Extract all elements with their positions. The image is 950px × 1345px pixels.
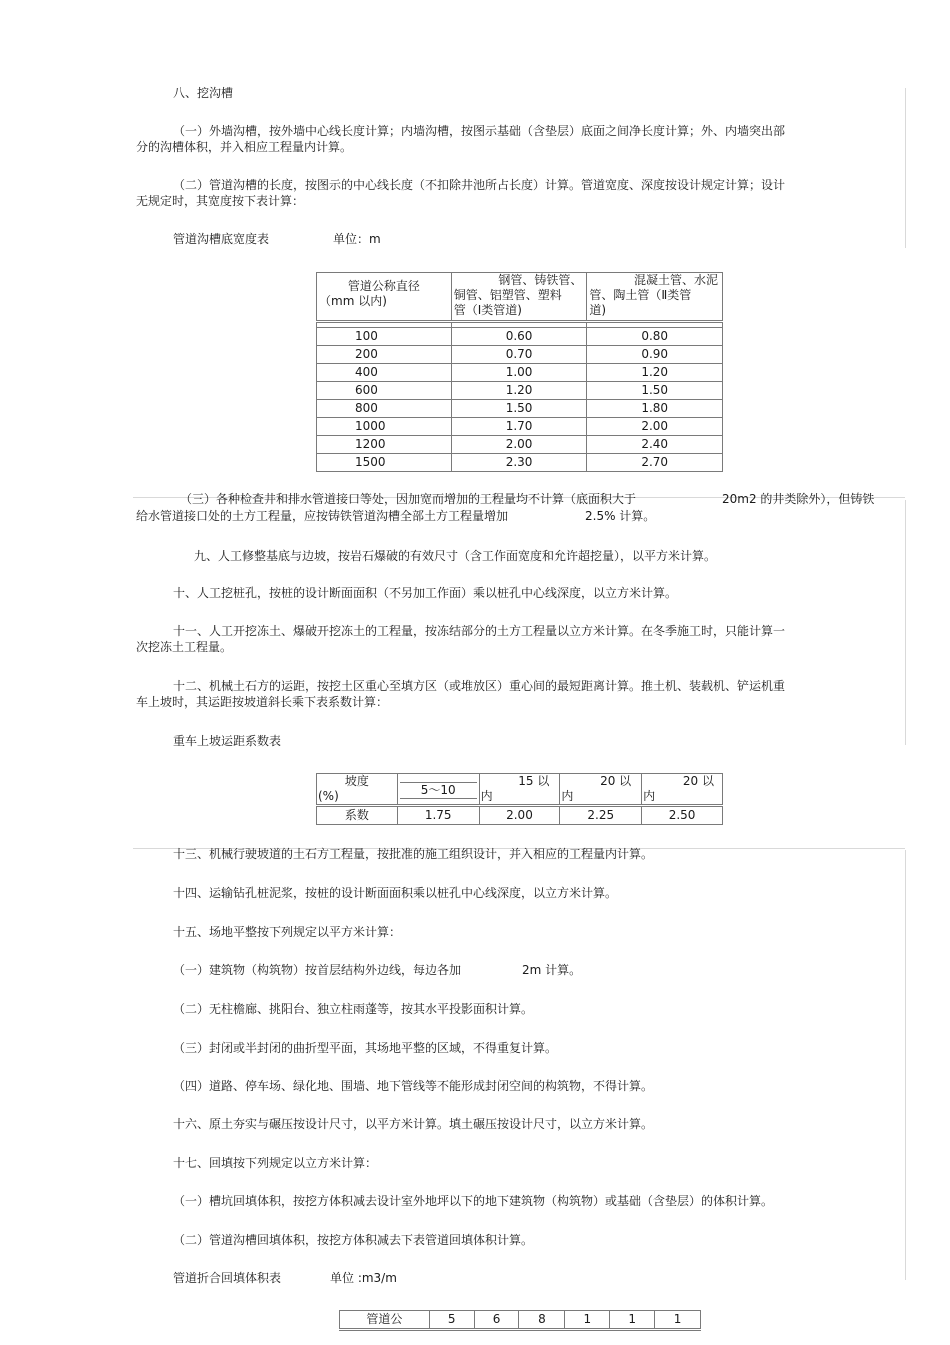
- paragraph-line: 十六、原土夯实与碾压按设计尺寸，以平方米计算。填土碾压按设计尺寸，以立方米计算。: [173, 1117, 654, 1131]
- table-row: [317, 346, 723, 364]
- paragraph-line: 十一、人工开挖冻土、爆破开挖冻土的工程量，按冻结部分的土方工程量以立方米计算。在冬季施工时，只能计算一: [173, 624, 786, 638]
- header-cell: 管道公: [340, 1311, 430, 1330]
- table-cell: 600: [317, 382, 452, 400]
- table-row: [317, 364, 723, 382]
- paragraph-line: 次挖冻土工程量。: [136, 640, 233, 654]
- header-cell: 6: [474, 1311, 519, 1330]
- table-cell: 0.90: [587, 346, 723, 364]
- paragraph-line: 2m 计算。: [522, 963, 582, 977]
- table-cell: 1.75: [397, 806, 479, 825]
- paragraph-line: 十、人工挖桩孔，按桩的设计断面面积（不另加工作面）乘以桩孔中心线深度，以立方米计算。: [173, 586, 678, 600]
- table-header-row: [317, 273, 723, 322]
- section-heading: 八、挖沟槽: [173, 86, 234, 100]
- table-cell: 1.20: [451, 382, 587, 400]
- table-cell: 0.70: [451, 346, 587, 364]
- header-cell: 8: [519, 1311, 565, 1330]
- header-cell: 1: [655, 1311, 701, 1330]
- header-cell: 5: [429, 1311, 474, 1330]
- header-cell: 15 以 内: [479, 774, 560, 806]
- table-cell: 系数: [317, 806, 398, 825]
- paragraph-line: 十五、场地平整按下列规定以平方米计算：: [173, 925, 402, 939]
- paragraph-line: 十四、运输钻孔桩泥浆，按桩的设计断面面积乘以桩孔中心线深度，以立方米计算。: [173, 886, 618, 900]
- table-cell: 2.70: [587, 454, 723, 472]
- table-cell: 1.00: [451, 364, 587, 382]
- paragraph-line: （三）封闭或半封闭的曲折型平面，其场地平整的区域，不得重复计算。: [173, 1041, 558, 1055]
- header-cell: 5～10: [397, 774, 479, 806]
- paragraph-line: 分的沟槽体积，并入相应工程量内计算。: [136, 140, 353, 154]
- table-header-row: [317, 774, 723, 806]
- table-row: [317, 436, 723, 454]
- paragraph-line: 十二、机械土石方的运距，按挖土区重心至填方区（或堆放区）重心间的最短距离计算。推土机、装载机、铲运机重: [173, 679, 786, 693]
- pipe-trench-width-table: [316, 272, 723, 472]
- table-cell: 0.60: [451, 328, 587, 346]
- table-cell: 200: [317, 346, 452, 364]
- header-cell: 20 以 内: [642, 774, 723, 806]
- paragraph-line: 给水管道接口处的土方工程量，应按铸铁管道沟槽全部土方工程量增加: [136, 509, 509, 523]
- paragraph-line: 十三、机械行驶坡道的土石方工程量，按批准的施工组织设计，并入相应的工程量内计算。: [173, 847, 654, 861]
- table-header-row: [340, 1311, 701, 1330]
- table-cell: 1000: [317, 418, 452, 436]
- table-unit: 单位 :m3/m: [330, 1271, 397, 1285]
- header-cell: 钢管、铸铁管、 铜管、铝塑管、塑料 管（Ⅰ类管道): [451, 273, 587, 322]
- paragraph-line: （一）建筑物（构筑物）按首层结构外边线，每边各加: [173, 963, 462, 977]
- table-cell: 2.00: [451, 436, 587, 454]
- table-caption: 管道沟槽底宽度表: [173, 232, 270, 246]
- table-row: [317, 418, 723, 436]
- table-cell: 1.50: [451, 400, 587, 418]
- paragraph-line: （二）管道沟槽回填体积，按挖方体积减去下表管道回填体积计算。: [173, 1233, 534, 1247]
- paragraph-line: （一）外墙沟槽，按外墙中心线长度计算；内墙沟槽，按图示基础（含垫层）底面之间净长度计算；外、内墙突出部: [173, 124, 786, 138]
- paragraph-line: （四）道路、停车场、绿化地、围墙、地下管线等不能形成封闭空间的构筑物，不得计算。: [173, 1079, 654, 1093]
- paragraph-line: 无规定时，其宽度按下表计算：: [136, 194, 305, 208]
- header-cell: 20 以 内: [560, 774, 642, 806]
- table-cell: 1.20: [587, 364, 723, 382]
- frame-line: [905, 850, 906, 1280]
- table-caption: 重车上坡运距系数表: [173, 734, 282, 748]
- table-row: [317, 806, 723, 825]
- paragraph-line: 20m2 的井类除外），但铸铁: [722, 492, 875, 506]
- table-caption: 管道折合回填体积表: [173, 1271, 282, 1285]
- table-row: [317, 328, 723, 346]
- table-cell: 100: [317, 328, 452, 346]
- paragraph-line: （二）管道沟槽的长度，按图示的中心线长度（不扣除井池所占长度）计算。管道宽度、深度按设计规定计算；设计: [173, 178, 786, 192]
- table-cell: 2.30: [451, 454, 587, 472]
- header-cell: 1: [610, 1311, 655, 1330]
- table-cell: 2.50: [642, 806, 723, 825]
- pipe-backfill-volume-table: [339, 1310, 701, 1331]
- slope-coefficient-table: [316, 773, 723, 825]
- header-cell: 混凝土管、水泥 管、陶土管（Ⅱ类管 道): [587, 273, 723, 322]
- paragraph-line: 十七、回填按下列规定以立方米计算：: [173, 1156, 378, 1170]
- table-unit: 单位：m: [333, 232, 381, 246]
- table-cell: 2.00: [587, 418, 723, 436]
- table-row: [317, 382, 723, 400]
- paragraph-line: （三）各种检查井和排水管道接口等处，因加宽而增加的工程量均不计算（底面积大于: [180, 492, 637, 506]
- table-cell: 2.25: [560, 806, 642, 825]
- table-cell: 1.80: [587, 400, 723, 418]
- table-cell: 800: [317, 400, 452, 418]
- table-row: [317, 400, 723, 418]
- frame-line: [905, 500, 906, 745]
- table-cell: 1500: [317, 454, 452, 472]
- table-cell: 400: [317, 364, 452, 382]
- table-cell: 2.40: [587, 436, 723, 454]
- table-cell: 2.00: [479, 806, 560, 825]
- paragraph-line: 2.5% 计算。: [585, 509, 656, 523]
- table-cell: 1200: [317, 436, 452, 454]
- table-cell: 1.50: [587, 382, 723, 400]
- frame-line: [905, 88, 906, 248]
- paragraph-line: 九、人工修整基底与边坡，按岩石爆破的有效尺寸（含工作面宽度和允许超挖量），以平方米计算。: [194, 549, 717, 563]
- header-cell: 1: [565, 1311, 610, 1330]
- table-cell: 1.70: [451, 418, 587, 436]
- paragraph-line: （二）无柱檐廊、挑阳台、独立柱雨蓬等，按其水平投影面积计算。: [173, 1002, 534, 1016]
- header-cell: 坡度 (%): [317, 774, 398, 806]
- header-cell: 管道公称直径 （mm 以内): [317, 273, 452, 322]
- table-cell: 0.80: [587, 328, 723, 346]
- table-row: [317, 454, 723, 472]
- paragraph-line: （一）槽坑回填体积，按挖方体积减去设计室外地坪以下的地下建筑物（构筑物）或基础（含垫层）的体积计算。: [173, 1194, 774, 1208]
- paragraph-line: 车上坡时，其运距按坡道斜长乘下表系数计算：: [136, 695, 389, 709]
